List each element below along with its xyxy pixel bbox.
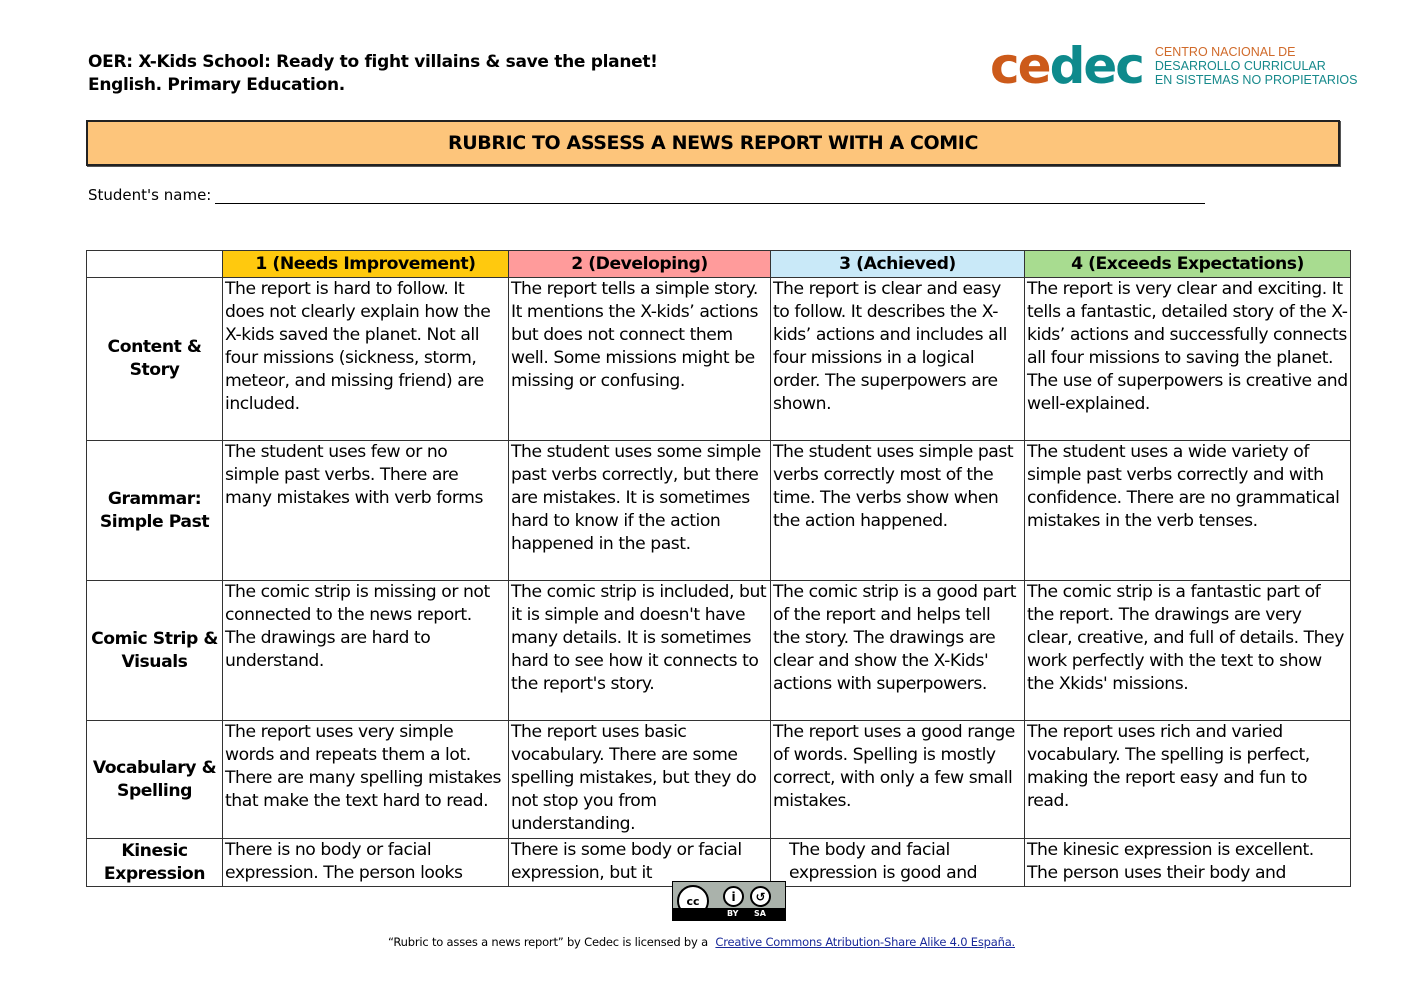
criterion-comic-visuals: Comic Strip & Visuals <box>87 581 223 721</box>
table-row <box>87 721 1351 839</box>
rubric-cell: The comic strip is missing or not connected to the news report. The drawings are hard to understand. <box>223 581 509 721</box>
rubric-cell: There is no body or facial expression. The person looks <box>223 839 509 887</box>
level-2-header: 2 (Developing) <box>509 251 771 278</box>
cedec-wordmark: cedec <box>990 37 1143 95</box>
rubric-cell: The report is very clear and exciting. It tells a fantastic, detailed story of the X-kids’ actions and successfully connects all four missions to saving the planet. The use of superpowers is creative and well-explained. <box>1025 278 1351 441</box>
rubric-cell: The kinesic expression is excellent. The person uses their body and <box>1025 839 1351 887</box>
rubric-cell: The report is clear and easy to follow. It describes the X-kids’ actions and includes all four missions in a logical order. The superpowers are shown. <box>771 278 1025 441</box>
student-name-label: Student's name: <box>88 186 212 204</box>
license-label-bar: BY SA <box>673 908 785 920</box>
rubric-header-row <box>87 251 1351 278</box>
subject-level: English. Primary Education. <box>88 75 345 95</box>
sa-share-icon: ↺ <box>750 886 771 907</box>
rubric-cell: The student uses some simple past verbs correctly, but there are mistakes. It is sometimes hard to know if the action happened in the past. <box>509 441 771 581</box>
rubric-cell: The student uses few or no simple past verbs. There are many mistakes with verb forms <box>223 441 509 581</box>
rubric-table <box>86 250 1351 887</box>
table-row <box>87 278 1351 441</box>
table-row <box>87 839 1351 887</box>
cc-icon: cc <box>677 885 709 917</box>
level-3-header: 3 (Achieved) <box>771 251 1025 278</box>
table-row <box>87 581 1351 721</box>
license-link[interactable]: Creative Commons Atribution-Share Alike 4.0 España. <box>715 935 1015 949</box>
cc-by-sa-badge <box>672 881 786 921</box>
rubric-cell: The report uses very simple words and repeats them a lot. There are many spelling mistakes that make the text hard to read. <box>223 721 509 839</box>
rubric-cell: There is some body or facial expression, but it <box>509 839 771 887</box>
rubric-cell: The comic strip is a fantastic part of the report. The drawings are very clear, creative, and full of details. They work perfectly with the text to show the Xkids' missions. <box>1025 581 1351 721</box>
cedec-logo <box>990 37 1358 95</box>
criterion-content-story: Content & Story <box>87 278 223 441</box>
student-name-line[interactable] <box>215 186 1205 204</box>
rubric-cell: The student uses simple past verbs correctly most of the time. The verbs show when the action happened. <box>771 441 1025 581</box>
rubric-cell: The report tells a simple story. It mentions the X-kids’ actions but does not connect them well. Some missions might be missing or confusing. <box>509 278 771 441</box>
rubric-cell: The report is hard to follow. It does not clearly explain how the X-kids saved the planet. Not all four missions (sickness, storm, meteor, and missing friend) are included. <box>223 278 509 441</box>
criterion-kinesic: Kinesic Expression <box>87 839 223 887</box>
license-footer <box>0 935 1403 949</box>
rubric-cell: The comic strip is included, but it is simple and doesn't have many details. It is sometimes hard to see how it connects to the report's story. <box>509 581 771 721</box>
corner-cell <box>87 251 223 278</box>
rubric-cell: The report uses a good range of words. Spelling is mostly correct, with only a few small mistakes. <box>771 721 1025 839</box>
cedec-subtitle: CENTRO NACIONAL DE DESARROLLO CURRICULAR EN SISTEMAS NO PROPIETARIOS <box>1154 45 1358 87</box>
level-4-header: 4 (Exceeds Expectations) <box>1025 251 1351 278</box>
oer-title: OER: X-Kids School: Ready to fight villains & save the planet! <box>88 52 658 72</box>
criterion-grammar: Grammar: Simple Past <box>87 441 223 581</box>
document-header <box>88 51 658 97</box>
by-person-icon: i <box>723 886 744 907</box>
table-row <box>87 441 1351 581</box>
student-name-field <box>88 186 1205 204</box>
rubric-cell: The comic strip is a good part of the report and helps tell the story. The drawings are clear and show the X-Kids' actions with superpowers. <box>771 581 1025 721</box>
rubric-title: RUBRIC TO ASSESS A NEWS REPORT WITH A COMIC <box>86 120 1340 166</box>
level-1-header: 1 (Needs Improvement) <box>223 251 509 278</box>
license-text: “Rubric to asses a news report” by Cedec is licensed by a <box>387 935 708 949</box>
rubric-cell: The report uses basic vocabulary. There are some spelling mistakes, but they do not stop you from understanding. <box>509 721 771 839</box>
rubric-cell: The student uses a wide variety of simple past verbs correctly and with confidence. There are no grammatical mistakes in the verb tenses. <box>1025 441 1351 581</box>
criterion-vocabulary: Vocabulary & Spelling <box>87 721 223 839</box>
rubric-cell: The report uses rich and varied vocabulary. The spelling is perfect, making the report easy and fun to read. <box>1025 721 1351 839</box>
rubric-cell: The body and facial expression is good and <box>771 839 1025 887</box>
